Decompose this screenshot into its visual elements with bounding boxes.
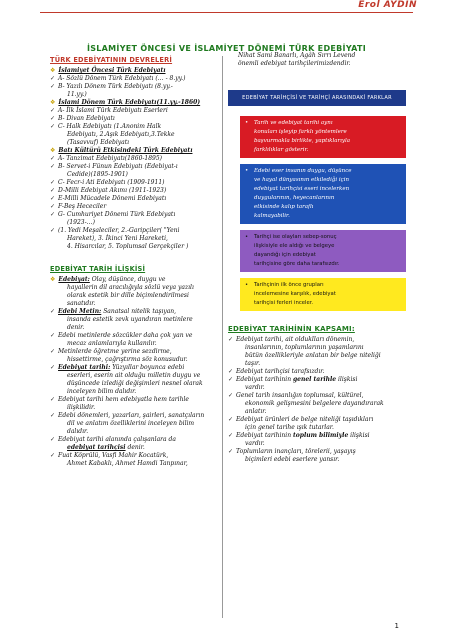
term-label: Edebiyat: xyxy=(58,276,90,283)
check-bullet-icon: ✓ xyxy=(228,368,234,375)
list-item xyxy=(228,344,406,352)
term-label: Edebiyat tarihi: xyxy=(58,364,111,371)
section-heading-kapsam: EDEBİYAT TARİHİNİN KAPSAMI: xyxy=(228,325,355,333)
difference-box-red xyxy=(240,116,406,158)
list-item-text: biçimleri edebi eserlere yansır. xyxy=(245,456,340,463)
list-item-text: Metinlerde öğretme yerine sezdirme, xyxy=(58,348,172,355)
list-item xyxy=(50,75,220,83)
intro-line-2: önemli edebiyat tarihçilerimizdendir. xyxy=(238,60,351,67)
list-item-text: Hareket), 3. İkinci Yeni Hareketi, xyxy=(67,235,168,242)
list-item xyxy=(228,336,406,344)
list-item xyxy=(50,163,220,171)
check-bullet-icon: ✓ xyxy=(50,187,56,194)
check-bullet-icon: ✓ xyxy=(50,348,56,355)
list-item-tail: ilişkisi xyxy=(336,376,358,383)
list-item-text: 4. Hisarcılar, 5. Toplumsal Gerçekçiler ) xyxy=(67,243,189,250)
list-item xyxy=(50,460,220,468)
devreler-list xyxy=(50,67,220,251)
list-item-text: Batı Kültürü Etkisindeki Türk Edebiyatı xyxy=(58,147,193,154)
box-text-line: dayandığı için edebiyat xyxy=(254,252,316,258)
list-item-text: vardır. xyxy=(245,440,265,447)
list-item-text: hissettirme, çağrıştırma söz konusudur. xyxy=(67,356,188,363)
list-item xyxy=(228,376,406,384)
list-item-text: Olay, düşünce, duygu ve xyxy=(89,276,166,283)
box-text-line: duygularının, heyecanlarının xyxy=(254,195,335,201)
list-item xyxy=(50,83,220,91)
list-item-text: D-Milli Edebiyat Akımı (1911-1923) xyxy=(58,187,167,194)
list-item xyxy=(50,99,220,107)
list-item-text: vardır. xyxy=(245,384,265,391)
list-item xyxy=(228,456,406,464)
list-item-text: ilişkilidir. xyxy=(67,404,96,411)
list-item-text: (Tasavvuf) Edebiyatı xyxy=(67,139,130,146)
list-item-text: insanda estetik zevk uyandıran metinlere xyxy=(67,316,193,323)
list-item-text: denir. xyxy=(125,444,145,451)
box-text-line: kalmayabilir. xyxy=(254,213,290,219)
list-item xyxy=(50,243,220,251)
list-item-text: Edebiyat tarihinin xyxy=(236,432,293,439)
list-item-text: Cedide)(1895-1901) xyxy=(67,171,128,178)
list-item xyxy=(228,440,406,448)
box-text-line: etkisinde kalıp taraflı xyxy=(254,204,314,210)
list-item xyxy=(50,195,220,203)
list-item-text: F-Beş Hececiler xyxy=(58,203,107,210)
list-item xyxy=(228,352,406,360)
emphasized-text: genel tarihle xyxy=(292,376,337,383)
list-item xyxy=(50,388,220,396)
list-item xyxy=(50,203,220,211)
check-bullet-icon: ✓ xyxy=(50,227,56,234)
list-item-text: Edebiyat tarihi alanında çalışanlara da xyxy=(58,436,176,443)
differences-banner: EDEBİYAT TARİHÇİSİ VE TARİHÇİ ARASINDAKİ FARKLAR xyxy=(228,90,406,106)
list-item xyxy=(228,392,406,400)
list-item-text: A- Sözlü Dönem Türk Edebiyatı (… - 8.yy.) xyxy=(58,75,186,82)
right-column xyxy=(228,52,406,464)
check-bullet-icon: ✓ xyxy=(50,412,56,419)
list-item xyxy=(50,155,220,163)
list-item xyxy=(50,179,220,187)
check-bullet-icon: ✓ xyxy=(50,211,56,218)
list-item-text: Edebi dönemleri, yazarları, şairleri, sanatçıların xyxy=(58,412,205,419)
list-item-text: A- Tanzimat Edebiyatı(1860-1895) xyxy=(58,155,163,162)
list-item xyxy=(50,292,220,300)
bullet-dot-icon: • xyxy=(245,168,249,174)
box-text-line: tarihçisi ferleri inceler. xyxy=(254,300,314,306)
list-item-text: sanatıdır. xyxy=(67,300,96,307)
list-item xyxy=(50,324,220,332)
check-bullet-icon: ✓ xyxy=(50,396,56,403)
check-bullet-icon: ✓ xyxy=(50,452,56,459)
check-bullet-icon: ✓ xyxy=(50,115,56,122)
list-item-text: olarak estetik bir dille biçimlendirilmesi xyxy=(67,292,189,299)
list-item-text: dil ve anlatım özelliklerini inceleyen bilim xyxy=(67,420,195,427)
check-bullet-icon: ✓ xyxy=(228,376,234,383)
diamond-bullet-icon: ❖ xyxy=(50,276,56,283)
list-item xyxy=(50,187,220,195)
list-item-text: ekonomik gelişmesini belgelere dayandırarak xyxy=(245,400,384,407)
list-item-text: Edebiyat ürünleri de belge niteliği taşıdıkları xyxy=(236,416,374,423)
check-bullet-icon: ✓ xyxy=(50,436,56,443)
list-item-text: Edebiyat tarihinin xyxy=(236,376,293,383)
box-text-line: Tarih ve edebiyat tarihi aynı xyxy=(254,120,333,126)
kapsam-list xyxy=(228,336,406,464)
box-text-line: Tarihçi ise olayları sebep-sonuç xyxy=(254,234,337,240)
list-item-text: Edebiyat tarihçisi tarafsızdır. xyxy=(236,368,325,375)
list-item-text: inceleyen bilim dalıdır. xyxy=(67,388,137,395)
box-text-line: konuları işleyip farklı yöntemlere xyxy=(254,129,347,135)
list-item xyxy=(50,67,220,75)
check-bullet-icon: ✓ xyxy=(50,203,56,210)
list-item xyxy=(50,115,220,123)
list-item-text: insanlarının, toplumlarının yaşamlarını xyxy=(245,344,364,351)
list-item-text: (1923-…) xyxy=(67,219,95,226)
list-item-text: Yüzyıllar boyunca edebi xyxy=(110,364,185,371)
list-item xyxy=(50,364,220,372)
list-item xyxy=(50,380,220,388)
list-item-text: Edebiyat tarihi, ait olduklları dönemin, xyxy=(236,336,355,343)
difference-box-purple xyxy=(240,230,406,272)
list-item xyxy=(50,340,220,348)
list-item-text: A- İlk İslami Türk Edebiyatı Eserleri xyxy=(58,107,168,114)
list-item xyxy=(50,147,220,155)
list-item xyxy=(50,332,220,340)
check-bullet-icon: ✓ xyxy=(228,448,234,455)
list-item-text: Fuat Köprülü, Vasfi Mahir Kocatürk, xyxy=(58,452,169,459)
header-rule xyxy=(40,12,413,13)
list-item-text: mecaz anlamlarıyla kullanılır. xyxy=(67,340,157,347)
check-bullet-icon: ✓ xyxy=(228,432,234,439)
box-text-line: edebiyat tarihçisi eseri incelerken xyxy=(254,186,350,192)
list-item-text: düşüncede izlediği değişimleri nesnel olarak xyxy=(67,380,203,387)
list-item xyxy=(50,123,220,131)
box-text-line: başvurmakla birlikte, yaptıklarıyla xyxy=(254,138,351,144)
check-bullet-icon: ✓ xyxy=(228,416,234,423)
check-bullet-icon: ✓ xyxy=(50,195,56,202)
list-item xyxy=(228,424,406,432)
list-item-text: dalıdır. xyxy=(67,428,89,435)
box-text-line: farklılıklar gösterir. xyxy=(254,147,309,153)
list-item xyxy=(228,416,406,424)
check-bullet-icon: ✓ xyxy=(50,179,56,186)
check-bullet-icon: ✓ xyxy=(50,83,56,90)
check-bullet-icon: ✓ xyxy=(50,155,56,162)
list-item-text: Edebiyatı, 2.Aşık Edebiyatı,3.Tekke xyxy=(67,131,175,138)
term-label: Edebi Metin: xyxy=(58,308,102,315)
list-item xyxy=(50,284,220,292)
section-heading-devreler: TÜRK EDEBİYATININ DEVRELERİ xyxy=(50,56,173,64)
list-item xyxy=(228,400,406,408)
list-item xyxy=(50,235,220,243)
list-item-text: G- Cumhuriyet Dönemi Türk Edebiyatı xyxy=(58,211,176,218)
list-item-tail: ilişkisi xyxy=(348,432,370,439)
list-item-text: C- Fecr-i Ati Edebiyatı (1909-1911) xyxy=(58,179,165,186)
bullet-dot-icon: • xyxy=(245,234,249,240)
list-item xyxy=(228,360,406,368)
check-bullet-icon: ✓ xyxy=(228,392,234,399)
diamond-bullet-icon: ❖ xyxy=(50,99,56,106)
differences-boxes xyxy=(228,116,406,311)
box-text-line: incelemesine karşılık, edebiyat xyxy=(254,291,336,297)
list-item xyxy=(50,404,220,412)
emphasized-text: toplum bilimiyle xyxy=(292,432,349,439)
list-item-text: için genel tarihe ışık tutarlar. xyxy=(245,424,334,431)
list-item xyxy=(50,211,220,219)
list-item-text: anlatır. xyxy=(245,408,267,415)
list-item xyxy=(50,452,220,460)
box-text-line: tarihçisine göre daha tarafsızdır. xyxy=(254,261,340,267)
list-item xyxy=(228,384,406,392)
list-item xyxy=(50,348,220,356)
list-item xyxy=(50,316,220,324)
list-item-text: B- Yazılı Dönem Türk Edebiyatı (8.yy.- xyxy=(58,83,173,90)
page-number: 1 xyxy=(394,622,399,630)
difference-box-blue xyxy=(240,164,406,224)
box-text-line: Tarihçinin ilk önce grupları xyxy=(254,282,324,288)
bullet-dot-icon: • xyxy=(245,282,249,288)
list-item-text: Ahmet Kabaklı, Ahmet Hamdi Tanpınar, xyxy=(67,460,188,467)
list-item-text: Edebiyat tarihi hem edebiyatla hem tarihle xyxy=(58,396,189,403)
list-item xyxy=(50,356,220,364)
list-item xyxy=(50,171,220,179)
author-name: Erol AYDIN xyxy=(358,0,417,10)
list-item-text: E-Milli Mücadele Dönemi Edebiyatı xyxy=(58,195,167,202)
list-item-text: 11.yy.) xyxy=(67,91,87,98)
box-text-line: ilişkisiyle ele aldığı ve belgeye xyxy=(254,243,335,249)
list-item xyxy=(50,372,220,380)
list-item xyxy=(50,107,220,115)
iliski-list xyxy=(50,276,220,468)
term-label: edebiyat tarihçisi xyxy=(67,444,126,451)
list-item xyxy=(228,448,406,456)
list-item xyxy=(50,428,220,436)
check-bullet-icon: ✓ xyxy=(50,308,56,315)
box-text-line: Edebi eser insanın duygu, düşünce xyxy=(254,168,352,174)
list-item-text: Sanatsal nitelik taşıyan, xyxy=(101,308,177,315)
list-item xyxy=(228,368,406,376)
list-item xyxy=(50,412,220,420)
list-item-text: eserleri, eserin ait olduğu milletin duygu ve xyxy=(67,372,201,379)
list-item xyxy=(50,308,220,316)
check-bullet-icon: ✓ xyxy=(50,364,56,371)
list-item xyxy=(50,276,220,284)
check-bullet-icon: ✓ xyxy=(50,107,56,114)
box-text-line: ve hayal dünyasının etkilediği için xyxy=(254,177,350,183)
left-column xyxy=(50,52,220,468)
page-title: İSLAMİYET ÖNCESİ VE İSLAMİYET DÖNEMİ TÜRK EDEBİYATI xyxy=(86,44,367,53)
list-item xyxy=(50,139,220,147)
check-bullet-icon: ✓ xyxy=(50,332,56,339)
section-heading-iliski: EDEBİYAT TARİH İLİŞKİSİ xyxy=(50,265,146,273)
list-item xyxy=(50,219,220,227)
check-bullet-icon: ✓ xyxy=(50,75,56,82)
list-item-text: (1. Yedi Meşaleciler, 2.-Garipçiler( "Yeni xyxy=(58,227,180,234)
list-item xyxy=(50,131,220,139)
list-item-text: Edebi metinlerde sözcükler daha çok yan ve xyxy=(58,332,193,339)
list-item-text: denir. xyxy=(67,324,85,331)
list-item-text: B- Servet-i Fünun Edebiyatı (Edebiyat-ı xyxy=(58,163,178,170)
list-item-text: C- Halk Edebiyatı (1.Anonim Halk xyxy=(58,123,162,130)
diamond-bullet-icon: ❖ xyxy=(50,67,56,74)
intro-line-1: Nihat Sami Banarlı, Agâh Sırrı Levend xyxy=(238,52,356,59)
list-item xyxy=(228,432,406,440)
difference-box-yellow xyxy=(240,278,406,311)
list-item-text: Toplumların inançları, törelerii, yaşayış xyxy=(236,448,356,455)
list-item xyxy=(50,227,220,235)
list-item xyxy=(50,420,220,428)
list-item-text: İslamiyet Öncesi Türk Edebiyatı xyxy=(58,67,166,74)
diamond-bullet-icon: ❖ xyxy=(50,147,56,154)
bullet-dot-icon: • xyxy=(245,120,249,126)
list-item-text: B- Divan Edebiyatı xyxy=(58,115,115,122)
list-item-text: hayallerin dil aracılığıyla sözlü veya yazılı xyxy=(67,284,194,291)
check-bullet-icon: ✓ xyxy=(228,336,234,343)
list-item xyxy=(50,396,220,404)
list-item-text: bütün özellikleriyle anlatan bir belge niteliği xyxy=(245,352,381,359)
list-item xyxy=(50,444,220,452)
check-bullet-icon: ✓ xyxy=(50,123,56,130)
check-bullet-icon: ✓ xyxy=(50,163,56,170)
list-item xyxy=(50,300,220,308)
list-item xyxy=(50,436,220,444)
list-item xyxy=(50,91,220,99)
column-divider xyxy=(222,56,223,618)
list-item-text: İslami Dönem Türk Edebiyatı(11.yy.-1860) xyxy=(58,99,201,106)
list-item-text: Genel tarih insanlığın toplumsal, kültürel, xyxy=(236,392,364,399)
list-item-text: taşır. xyxy=(245,360,261,367)
list-item xyxy=(228,408,406,416)
